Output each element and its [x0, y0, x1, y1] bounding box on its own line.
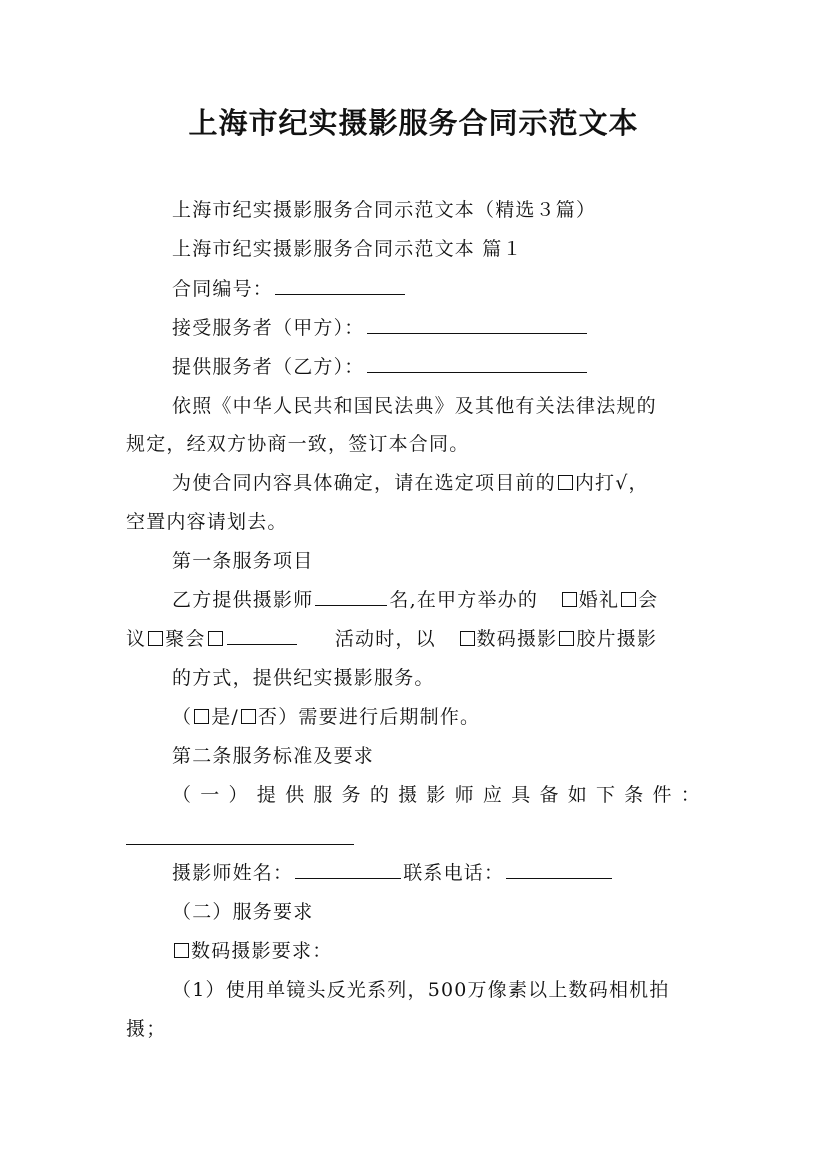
wedding-checkbox[interactable] — [562, 592, 577, 607]
requirement-1-line-1: （1）使用单镜头反光系列，500万像素以上数码相机拍 — [172, 979, 670, 1001]
service-requirements-heading: （二）服务要求 — [172, 901, 314, 923]
photographer-count-blank[interactable] — [315, 587, 387, 606]
service-items-line-3: 的方式，提供纪实摄影服务。 — [172, 667, 435, 689]
article-2-heading: 第二条服务标准及要求 — [172, 745, 375, 767]
wedding-label: 婚礼 — [578, 589, 620, 611]
conditions-char: 如 — [567, 784, 587, 806]
film-photo-label: 胶片摄影 — [576, 628, 658, 650]
conditions-char: ） — [228, 784, 248, 806]
photographer-conditions-blank-line — [126, 820, 354, 858]
contact-phone-label: 联系电话： — [403, 862, 505, 884]
party-a-label: 接受服务者（甲方）： — [172, 317, 365, 339]
conditions-char: 供 — [285, 784, 305, 806]
party-label: 聚会 — [165, 628, 206, 650]
instruction-text-b: 内打√， — [574, 472, 649, 494]
article-1-heading: 第一条服务项目 — [172, 550, 314, 572]
party-checkbox[interactable] — [148, 631, 163, 646]
service-items-line-1 — [172, 581, 658, 619]
post-paren-open: （ — [172, 706, 193, 728]
post-no-label: 否）需要进行后期制作。 — [258, 706, 481, 728]
conditions-char: 具 — [511, 784, 531, 806]
contract-number-blank[interactable] — [275, 276, 405, 295]
conditions-char: 应 — [482, 784, 502, 806]
paragraph-instruction-line-2: 空置内容请划去。 — [126, 511, 288, 533]
contact-phone-blank[interactable] — [506, 860, 612, 879]
instruction-text-a: 为使合同内容具体确定，请在选定项目前的 — [172, 472, 556, 494]
conditions-char: 影 — [426, 784, 446, 806]
conditions-char: 下 — [595, 784, 615, 806]
event-host-text: 名,在甲方举办的 — [389, 589, 539, 611]
conditions-char: （ — [172, 784, 192, 806]
paragraph-basis-line-2: 规定，经双方协商一致，签订本合同。 — [126, 433, 470, 455]
conditions-char: 提 — [256, 784, 276, 806]
party-b-label: 提供服务者（乙方）： — [172, 356, 365, 378]
contract-number-label: 合同编号： — [172, 278, 274, 300]
party-b-line — [172, 348, 589, 386]
meeting-checkbox[interactable] — [621, 592, 636, 607]
conditions-char: 件 — [652, 784, 672, 806]
party-a-blank[interactable] — [367, 315, 587, 334]
party-a-line — [172, 309, 589, 347]
photographer-text: 乙方提供摄影师 — [172, 589, 314, 611]
subtitle-collection: 上海市纪实摄影服务合同示范文本（精选３篇） — [172, 199, 597, 221]
requirement-1-line-2: 摄； — [126, 1018, 167, 1040]
conditions-char: 服 — [313, 784, 333, 806]
other-event-checkbox[interactable] — [208, 631, 223, 646]
service-items-line-2 — [126, 620, 657, 658]
paragraph-basis-line-1: 依照《中华人民共和国民法典》及其他有关法律法规的 — [172, 395, 657, 417]
digital-photo-checkbox[interactable] — [460, 631, 475, 646]
post-no-checkbox[interactable] — [241, 709, 256, 724]
photographer-name-label: 摄影师姓名： — [172, 862, 294, 884]
document-title: 上海市纪实摄影服务合同示范文本 — [188, 106, 639, 140]
conditions-char: 备 — [539, 784, 559, 806]
post-yes-checkbox[interactable] — [194, 709, 209, 724]
digital-photo-label: 数码摄影 — [476, 628, 558, 650]
conditions-char: ： — [680, 784, 700, 806]
digital-requirements-label: 数码摄影要求： — [191, 940, 333, 962]
conditions-char: 一 — [200, 784, 220, 806]
post-production-line — [172, 698, 480, 736]
sample-checkbox — [558, 475, 573, 490]
contract-number-line — [172, 270, 407, 308]
subtitle-part-1: 上海市纪实摄影服务合同示范文本 篇１ — [172, 238, 523, 260]
photographer-contact-line — [172, 854, 614, 892]
paragraph-instruction-line-1 — [172, 464, 649, 502]
other-event-blank[interactable] — [227, 626, 297, 645]
film-photo-checkbox[interactable] — [559, 631, 574, 646]
conditions-char: 摄 — [398, 784, 418, 806]
party-b-blank[interactable] — [367, 354, 587, 373]
conditions-char: 师 — [454, 784, 474, 806]
digital-requirements-line — [172, 932, 332, 970]
meeting-label-b: 议 — [126, 628, 147, 650]
event-text: 活动时，以 — [334, 628, 436, 650]
post-yes-label: 是/ — [211, 706, 240, 728]
photographer-name-blank[interactable] — [295, 860, 401, 879]
meeting-label-a: 会 — [638, 589, 659, 611]
digital-requirements-checkbox[interactable] — [174, 943, 189, 958]
photographer-conditions-blank[interactable] — [126, 826, 354, 845]
conditions-char: 的 — [369, 784, 389, 806]
photographer-conditions-line — [172, 776, 700, 814]
conditions-char: 条 — [624, 784, 644, 806]
conditions-char: 务 — [341, 784, 361, 806]
